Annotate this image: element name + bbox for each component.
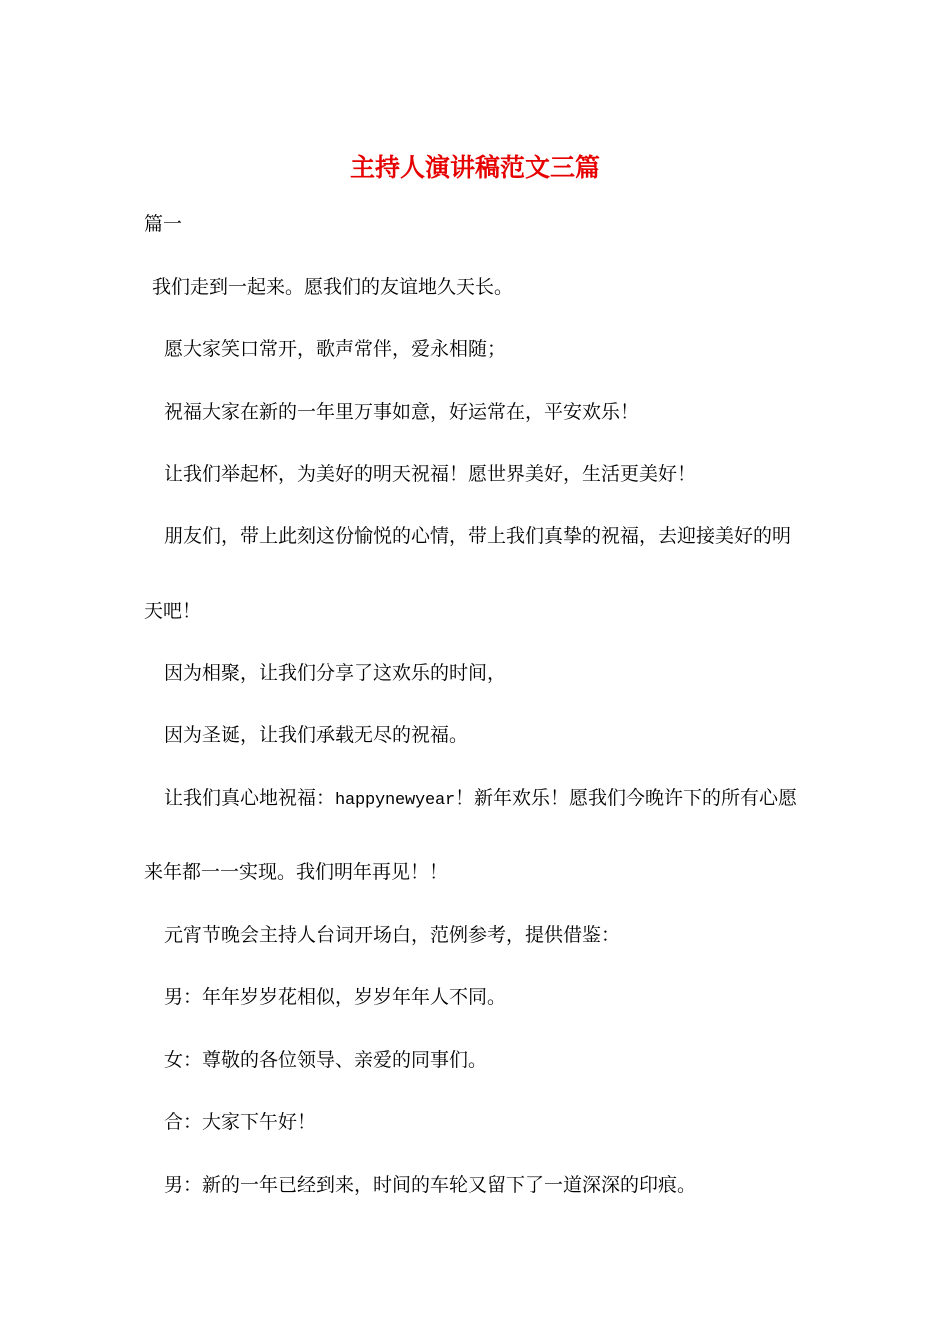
paragraph-9: 元宵节晚会主持人台词开场白，范例参考，提供借鉴： <box>164 924 621 946</box>
paragraph-12: 合：大家下午好！ <box>164 1111 317 1133</box>
paragraph-7: 因为圣诞，让我们承载无尽的祝福。 <box>164 724 469 746</box>
paragraph-11: 女：尊敬的各位领导、亲爱的同事们。 <box>164 1049 488 1071</box>
paragraph-2: 愿大家笑口常开，歌声常伴，爱永相随； <box>164 338 507 360</box>
section-heading: 篇一 <box>144 213 183 235</box>
document-title: 主持人演讲稿范文三篇 <box>349 153 600 182</box>
paragraph-8-line-1 <box>164 783 797 816</box>
paragraph-8-line-2: 来年都一一实现。我们明年再见！！ <box>144 861 449 883</box>
paragraph-4: 让我们举起杯，为美好的明天祝福！愿世界美好，生活更美好！ <box>164 463 697 485</box>
paragraph-1: 我们走到一起来。愿我们的友谊地久天长。 <box>152 276 514 298</box>
paragraph-6: 因为相聚，让我们分享了这欢乐的时间， <box>164 662 507 684</box>
paragraph-5-line-2: 天吧！ <box>144 600 202 622</box>
paragraph-8-latin: happynewyear <box>335 791 456 810</box>
paragraph-8-prefix: 让我们真心地祝福： <box>164 787 336 809</box>
paragraph-10: 男：年年岁岁花相似，岁岁年年人不同。 <box>164 986 507 1008</box>
paragraph-5-line-1: 朋友们，带上此刻这份愉悦的心情，带上我们真挚的祝福，去迎接美好的明 <box>164 525 792 547</box>
paragraph-3: 祝福大家在新的一年里万事如意，好运常在，平安欢乐！ <box>164 401 640 423</box>
paragraph-8-suffix: ！新年欢乐！愿我们今晚许下的所有心愿 <box>455 787 798 809</box>
paragraph-13: 男：新的一年已经到来，时间的车轮又留下了一道深深的印痕。 <box>164 1174 697 1196</box>
